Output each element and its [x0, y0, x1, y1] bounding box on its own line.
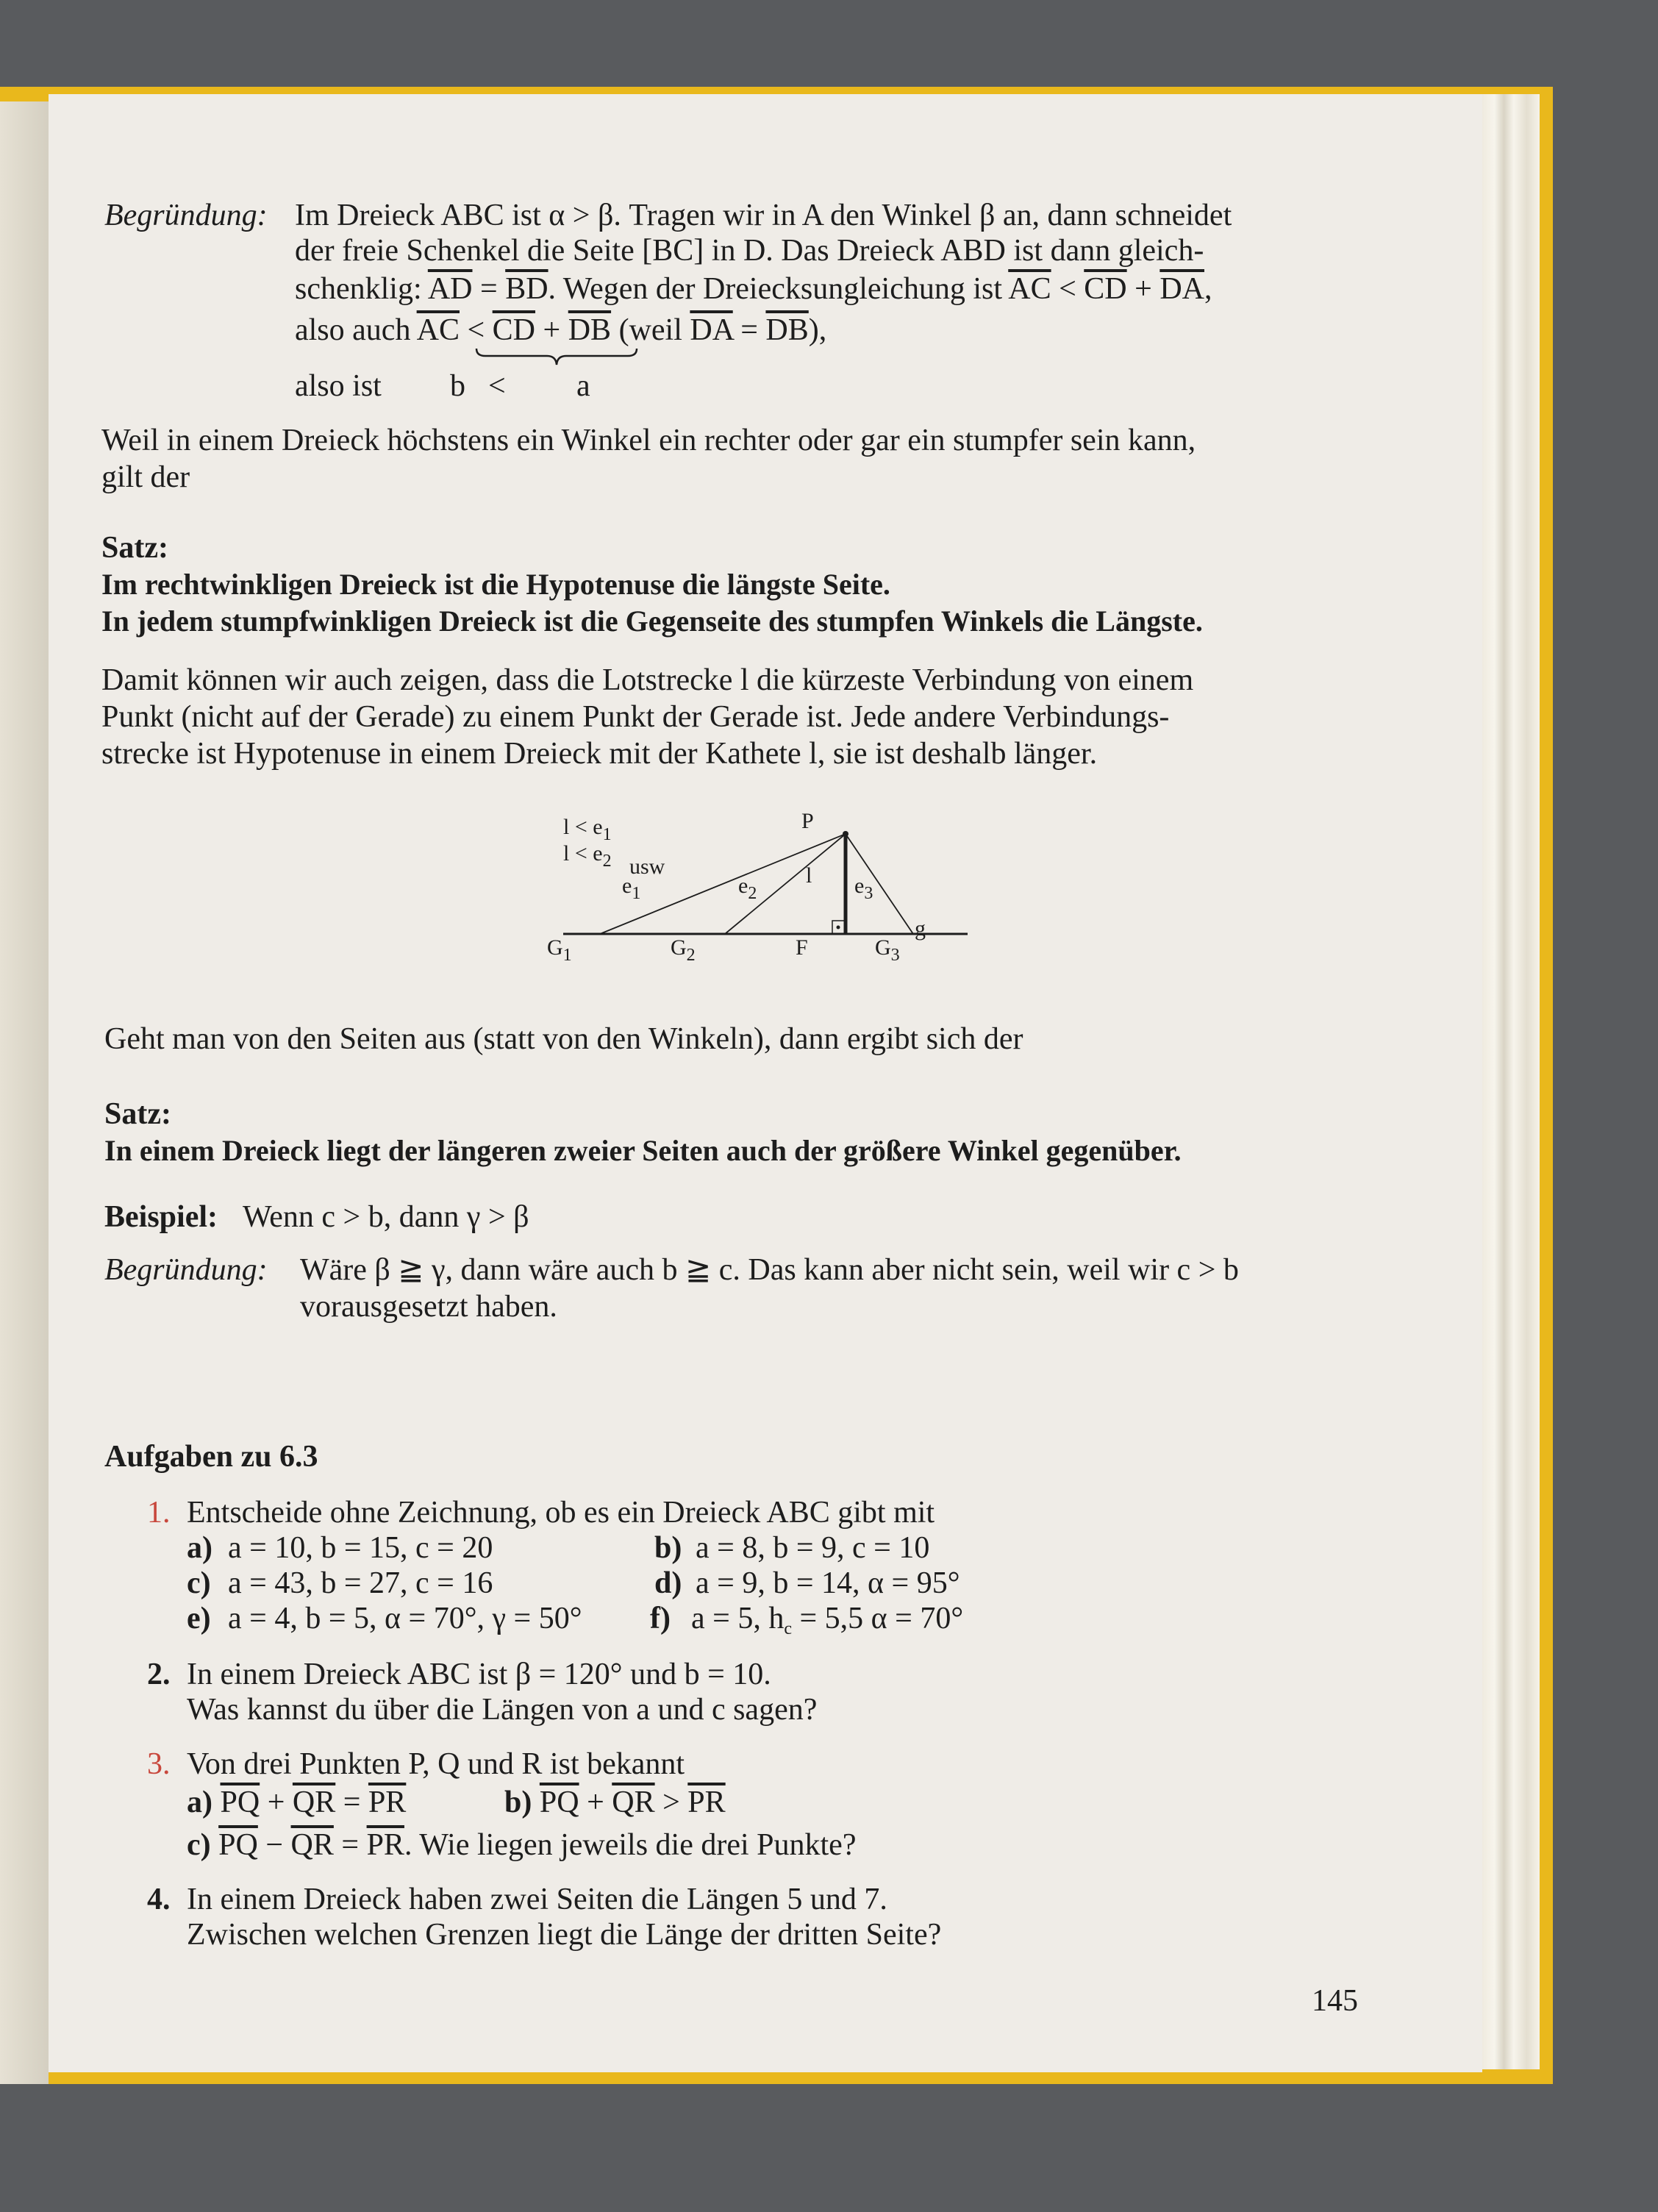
ex1-e: a = 4, b = 5, α = 70°, γ = 50° — [228, 1602, 582, 1635]
proof-label: Begründung: — [104, 199, 268, 232]
ex1-e-label: e) — [187, 1602, 211, 1635]
ex3-number: 3. — [147, 1747, 171, 1781]
ex1-b: a = 8, b = 9, c = 10 — [696, 1531, 930, 1565]
proof-line-3: schenklig: $\overline{AD} = \overline{BD}$. Wegen der Dreiecksungleichung ist $\overline{AC} < \overline{CD} + \overline{DA}$, — [295, 272, 1212, 306]
ex1-a-label: a) — [187, 1531, 212, 1565]
beispiel-label: Beispiel: — [104, 1200, 218, 1234]
proof-line-4: also auch $\overline{AC} < \overline{CD} + \overline{DB}$ (weil $\overline{DA} = \overline{DB}$), — [295, 313, 827, 347]
exercises-title: Aufgaben zu 6.3 — [104, 1440, 318, 1474]
para2-line-3: strecke ist Hypotenuse in einem Dreieck mit der Kathete l, sie ist deshalb länger. — [101, 737, 1098, 771]
satz1-line-1: Im rechtwinkligen Dreieck ist die Hypotenuse die längste Seite. — [101, 568, 890, 601]
fig-ineq-1: $l < e_1$ — [563, 815, 612, 844]
proof-line-1: Im Dreieck ABC ist α > β. Tragen wir in A den Winkel β an, dann schneidet — [295, 199, 1232, 232]
fig-label-e3: $e_3$ — [854, 874, 873, 903]
ex4-line-1: In einem Dreieck haben zwei Seiten die Längen 5 und 7. — [187, 1883, 887, 1916]
para2-line-2: Punkt (nicht auf der Gerade) zu einem Punkt der Gerade ist. Jede andere Verbindungs- — [101, 700, 1170, 734]
proof2-label: Begründung: — [104, 1253, 268, 1287]
page-stack-edge — [1475, 94, 1540, 2069]
ex3-b: b) $\overline{PQ} + \overline{QR} > \overline{PR}$ — [504, 1785, 726, 1819]
proof2-line-2: vorausgesetzt haben. — [300, 1290, 557, 1324]
ex1-b-label: b) — [654, 1531, 682, 1565]
proof-line-5-b: b — [450, 369, 465, 403]
ex1-d: a = 9, b = 14, α = 95° — [696, 1566, 960, 1600]
satz1-line-2: In jedem stumpfwinkligen Dreieck ist die Gegenseite des stumpfen Winkels die Längste. — [101, 604, 1203, 638]
point-P — [843, 831, 848, 837]
underbrace — [475, 347, 638, 366]
fig-label-e2: $e_2$ — [738, 874, 757, 903]
ex4-number: 4. — [147, 1883, 171, 1916]
para2-line-1: Damit können wir auch zeigen, dass die Lotstrecke l die kürzeste Verbindung von einem — [101, 663, 1194, 697]
fig-label-G1: $G_1$ — [547, 935, 572, 965]
proof-line-5-lt: < — [488, 369, 506, 403]
fig-usw: usw — [629, 855, 665, 879]
proof-line-5: also ist — [295, 369, 382, 403]
book-page — [49, 94, 1482, 2072]
ex3-c: c) $\overline{PQ} - \overline{QR} = \overline{PR}$. Wie liegen jeweils die drei Punkte? — [187, 1828, 857, 1862]
satz2-line-1: In einem Dreieck liegt der längeren zweier Seiten auch der größere Winkel gegenüber. — [104, 1134, 1182, 1167]
proof-line-2: der freie Schenkel die Seite [BC] in D. Das Dreieck ABD ist dann gleich- — [295, 234, 1204, 268]
fig-label-G3: $G_3$ — [875, 935, 900, 965]
ex3-text: Von drei Punkten P, Q und R ist bekannt — [187, 1747, 685, 1781]
fig-ineq-2: $l < e_2$ — [563, 841, 612, 871]
fig-label-e1: $e_1$ — [622, 874, 641, 903]
fig-label-g: g — [915, 916, 926, 941]
proof2-line-1: Wäre β ≧ γ, dann wäre auch b ≧ c. Das kann aber nicht sein, weil wir c > b — [300, 1253, 1239, 1287]
ex1-f-label: f) — [650, 1602, 671, 1635]
ex1-d-label: d) — [654, 1566, 682, 1600]
ex4-line-2: Zwischen welchen Grenzen liegt die Länge der dritten Seite? — [187, 1918, 942, 1952]
beispiel-text: Wenn c > b, dann γ > β — [243, 1200, 529, 1234]
fig-label-F: F — [796, 935, 808, 960]
ex1-c: a = 43, b = 27, c = 16 — [228, 1566, 493, 1600]
ex1-number: 1. — [147, 1496, 171, 1530]
para3: Geht man von den Seiten aus (statt von den Winkeln), dann ergibt sich der — [104, 1022, 1023, 1056]
ex1-a: a = 10, b = 15, c = 20 — [228, 1531, 493, 1565]
ex1-text: Entscheide ohne Zeichnung, ob es ein Dreieck ABC gibt mit — [187, 1496, 935, 1530]
ex2-line-2: Was kannst du über die Längen von a und c sagen? — [187, 1693, 818, 1727]
satz2-title: Satz: — [104, 1097, 171, 1131]
fig-label-l: l — [806, 863, 812, 888]
ex3-a: a) $\overline{PQ} + \overline{QR} = \overline{PR}$ — [187, 1785, 407, 1819]
left-page-edge — [0, 101, 49, 2084]
para1-line-2: gilt der — [101, 460, 190, 494]
para1-line-1: Weil in einem Dreieck höchstens ein Winkel ein rechter oder gar ein stumpfer sein kann, — [101, 424, 1196, 457]
ex1-c-label: c) — [187, 1566, 211, 1600]
ex1-f: a = 5, hc = 5,5 α = 70° — [691, 1602, 964, 1638]
page-number: 145 — [1312, 1984, 1358, 2018]
ex2-number: 2. — [147, 1658, 171, 1691]
right-angle-dot — [837, 926, 840, 930]
satz1-title: Satz: — [101, 531, 168, 565]
fig-label-G2: $G_2$ — [671, 935, 696, 965]
ex2-line-1: In einem Dreieck ABC ist β = 120° und b = 10. — [187, 1658, 771, 1691]
fig-label-P: P — [801, 809, 814, 833]
proof-line-5-a: a — [576, 369, 590, 403]
